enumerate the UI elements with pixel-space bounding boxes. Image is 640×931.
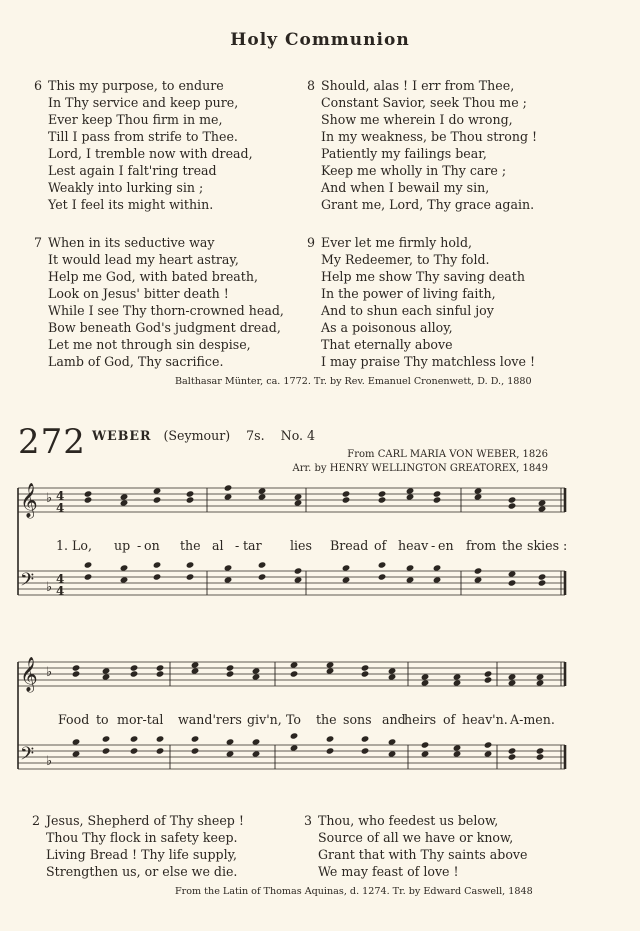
bass-clef-icon: 𝄢 bbox=[20, 744, 35, 769]
lyric-syllable: Bread bbox=[330, 538, 369, 553]
bass-note bbox=[388, 750, 397, 757]
treble-note bbox=[342, 490, 351, 497]
treble-note bbox=[326, 661, 335, 668]
bass-note bbox=[224, 576, 233, 583]
treble-note bbox=[536, 679, 545, 686]
treble-note bbox=[453, 679, 462, 686]
lyric-syllable: lies bbox=[290, 538, 312, 553]
bass-note bbox=[508, 579, 517, 586]
verse-line: Patiently my failings bear, bbox=[321, 146, 487, 161]
bass-note bbox=[342, 564, 351, 571]
verse-line: In the power of living faith, bbox=[321, 286, 496, 301]
verse-line: Ever let me firmly hold, bbox=[321, 235, 473, 250]
verse-number: 8 bbox=[307, 78, 316, 93]
time-signature: 4 bbox=[56, 501, 65, 515]
verse-number: 6 bbox=[34, 78, 43, 93]
lyric-syllable: the bbox=[180, 538, 201, 553]
verse-number: 9 bbox=[307, 235, 316, 250]
treble-note bbox=[433, 496, 442, 503]
treble-note bbox=[421, 679, 430, 686]
lyric-syllable: of bbox=[374, 538, 387, 553]
bass-note bbox=[294, 567, 303, 574]
treble-note bbox=[453, 673, 462, 680]
treble-note bbox=[421, 673, 430, 680]
verse-line: This my purpose, to endure bbox=[48, 78, 224, 93]
bass-note bbox=[258, 573, 267, 580]
tune-number: No. 4 bbox=[280, 428, 316, 443]
treble-note bbox=[84, 496, 93, 503]
verse-line: Keep me wholly in Thy care ; bbox=[321, 163, 507, 178]
treble-note bbox=[224, 493, 233, 500]
bass-note bbox=[536, 753, 545, 760]
time-signature: 4 bbox=[56, 489, 65, 503]
verse-line: Till I pass from strife to Thee. bbox=[48, 129, 238, 144]
bass-note bbox=[361, 747, 370, 754]
treble-note bbox=[326, 667, 335, 674]
verse-line: Strengthen us, or else we die. bbox=[46, 864, 238, 879]
bass-note bbox=[406, 564, 415, 571]
verse-line: My Redeemer, to Thy fold. bbox=[321, 252, 490, 267]
bass-note bbox=[361, 735, 370, 742]
treble-note bbox=[186, 490, 195, 497]
treble-note bbox=[294, 493, 303, 500]
verse-line: Let me not through sin despise, bbox=[48, 337, 251, 352]
treble-note bbox=[72, 670, 81, 677]
bass-note bbox=[378, 561, 387, 568]
bass-note bbox=[474, 567, 483, 574]
bass-note bbox=[290, 744, 299, 751]
bass-note bbox=[388, 738, 397, 745]
text-credit: Balthasar Münter, ca. 1772. Tr. by Rev. Emanuel Cronenwett, D. D., 1880 bbox=[175, 376, 532, 387]
bass-note bbox=[224, 564, 233, 571]
verse-2 bbox=[32, 812, 244, 880]
bass-note bbox=[156, 747, 165, 754]
bass-note bbox=[156, 735, 165, 742]
bass-note bbox=[84, 573, 93, 580]
treble-note bbox=[474, 487, 483, 494]
verse-line: Should, alas ! I err from Thee, bbox=[321, 78, 515, 93]
treble-note bbox=[388, 667, 397, 674]
verse-line: Jesus, Shepherd of Thy sheep ! bbox=[46, 813, 244, 828]
bass-note bbox=[120, 564, 129, 571]
composer-credit: From CARL MARIA VON WEBER, 1826 bbox=[347, 449, 548, 460]
treble-note bbox=[84, 490, 93, 497]
verse-line: Source of all we have or know, bbox=[318, 830, 514, 845]
treble-note bbox=[191, 667, 200, 674]
treble-note bbox=[252, 673, 261, 680]
lyric-syllable: wand'rers bbox=[178, 712, 242, 727]
lyric-syllable: heav'n. bbox=[462, 712, 508, 727]
verse-line: Lord, I tremble now with dread, bbox=[48, 146, 253, 161]
meter: 7s. bbox=[246, 428, 265, 443]
treble-note bbox=[130, 664, 139, 671]
bass-note bbox=[153, 561, 162, 568]
treble-note bbox=[153, 487, 162, 494]
bass-note bbox=[130, 747, 139, 754]
bass-note bbox=[433, 564, 442, 571]
bass-note bbox=[84, 561, 93, 568]
bass-note bbox=[130, 735, 139, 742]
verse-line: In my weakness, be Thou strong ! bbox=[321, 129, 538, 144]
verse-line: Constant Savior, seek Thou me ; bbox=[321, 95, 527, 110]
bass-note bbox=[484, 741, 493, 748]
time-signature: 4 bbox=[56, 572, 65, 586]
lyric-syllable: Food bbox=[58, 712, 90, 727]
lyric-syllable: sons bbox=[343, 712, 372, 727]
bass-note bbox=[294, 576, 303, 583]
treble-note bbox=[294, 499, 303, 506]
verse-line: As a poisonous alloy, bbox=[321, 320, 453, 335]
verse-line: I may praise Thy matchless love ! bbox=[321, 354, 536, 369]
bass-note bbox=[191, 735, 200, 742]
lyric-syllable: and bbox=[382, 712, 406, 727]
verse-line: Help me show Thy saving death bbox=[321, 269, 525, 284]
treble-note bbox=[433, 490, 442, 497]
bass-note bbox=[538, 573, 547, 580]
verse-line: Lest again I falt'ring tread bbox=[48, 163, 217, 178]
treble-note bbox=[102, 667, 111, 674]
treble-note bbox=[538, 499, 547, 506]
flat-sign: ♭ bbox=[46, 665, 53, 680]
bass-note bbox=[342, 576, 351, 583]
verse-line: Weakly into lurking sin ; bbox=[48, 180, 204, 195]
lyric-syllable: up bbox=[114, 538, 131, 553]
verse-line: And to shun each sinful joy bbox=[321, 303, 494, 318]
treble-clef-icon: 𝄞 bbox=[20, 657, 38, 692]
lyric-syllable: heirs bbox=[404, 712, 437, 727]
lyric-syllable: heav bbox=[398, 538, 429, 553]
lyric-syllable: skies : bbox=[527, 538, 568, 553]
flat-sign: ♭ bbox=[46, 580, 53, 595]
bass-note bbox=[252, 738, 261, 745]
bass-note bbox=[421, 750, 430, 757]
treble-note bbox=[130, 670, 139, 677]
verse-line: Show me wherein I do wrong, bbox=[321, 112, 513, 127]
lyric-syllable: tar bbox=[243, 538, 262, 553]
bass-note bbox=[258, 561, 267, 568]
verse-line: Bow beneath God's judgment dread, bbox=[48, 320, 281, 335]
treble-note bbox=[474, 493, 483, 500]
lyric-syllable: 1. Lo, bbox=[56, 538, 92, 553]
verse-number: 2 bbox=[32, 813, 41, 828]
lyric-syllable: - bbox=[431, 538, 436, 553]
verse-line: Look on Jesus' bitter death ! bbox=[48, 286, 229, 301]
lyric-syllable: to bbox=[96, 712, 109, 727]
bass-note bbox=[406, 576, 415, 583]
verse-line: While I see Thy thorn-crowned head, bbox=[48, 303, 284, 318]
verse-3 bbox=[304, 812, 527, 880]
treble-note bbox=[290, 670, 299, 677]
arranger-credit: Arr. by HENRY WELLINGTON GREATOREX, 1849 bbox=[292, 463, 548, 474]
bass-note bbox=[226, 738, 235, 745]
treble-note bbox=[226, 664, 235, 671]
bass-note bbox=[453, 750, 462, 757]
verse-line: Grant me, Lord, Thy grace again. bbox=[321, 197, 535, 212]
lyric-syllable: giv'n, bbox=[247, 712, 282, 727]
treble-note bbox=[378, 490, 387, 497]
bass-note bbox=[508, 753, 517, 760]
verse-line: Grant that with Thy saints above bbox=[318, 847, 528, 862]
bass-note bbox=[102, 735, 111, 742]
lyric-syllable: mor-tal bbox=[117, 712, 164, 727]
verse-line: Ever keep Thou firm in me, bbox=[48, 112, 223, 127]
treble-note bbox=[226, 670, 235, 677]
treble-note bbox=[224, 484, 233, 491]
treble-note bbox=[72, 664, 81, 671]
treble-note bbox=[153, 496, 162, 503]
verse-number: 3 bbox=[304, 813, 313, 828]
bass-note bbox=[153, 573, 162, 580]
bass-note bbox=[120, 576, 129, 583]
bass-note bbox=[326, 747, 335, 754]
treble-note bbox=[102, 673, 111, 680]
treble-note bbox=[120, 493, 129, 500]
bass-note bbox=[538, 579, 547, 586]
verse-line: That eternally above bbox=[321, 337, 453, 352]
tune-name: WEBER bbox=[92, 428, 152, 443]
treble-note bbox=[252, 667, 261, 674]
bass-note bbox=[226, 750, 235, 757]
bass-note bbox=[433, 576, 442, 583]
bass-note bbox=[72, 738, 81, 745]
bass-note bbox=[484, 750, 493, 757]
verse-line: Yet I feel its might within. bbox=[48, 197, 214, 212]
bass-note bbox=[72, 750, 81, 757]
bass-note bbox=[378, 573, 387, 580]
lyric-syllable: - bbox=[137, 538, 142, 553]
page-header: Holy Communion bbox=[230, 30, 410, 50]
treble-clef-icon: 𝄞 bbox=[20, 483, 38, 518]
lyric-syllable: To bbox=[286, 712, 302, 727]
hymn-number: 272 bbox=[18, 422, 86, 462]
treble-note bbox=[484, 676, 493, 683]
treble-note bbox=[258, 493, 267, 500]
lyric-syllable: on bbox=[144, 538, 160, 553]
treble-note bbox=[258, 487, 267, 494]
treble-note bbox=[508, 673, 517, 680]
treble-note bbox=[508, 679, 517, 686]
treble-note bbox=[120, 499, 129, 506]
verse-line: Thou, who feedest us below, bbox=[318, 813, 499, 828]
treble-note bbox=[406, 487, 415, 494]
bass-note bbox=[186, 561, 195, 568]
verse-line: In Thy service and keep pure, bbox=[48, 95, 239, 110]
flat-sign: ♭ bbox=[46, 754, 53, 769]
treble-note bbox=[508, 496, 517, 503]
treble-note bbox=[536, 673, 545, 680]
lyric-syllable: en bbox=[438, 538, 454, 553]
bass-note bbox=[186, 573, 195, 580]
treble-note bbox=[406, 493, 415, 500]
treble-note bbox=[484, 670, 493, 677]
bass-note bbox=[536, 747, 545, 754]
verse-line: Living Bread ! Thy life supply, bbox=[46, 847, 238, 862]
verse-number: 7 bbox=[34, 235, 43, 250]
lyric-syllable: A-men. bbox=[510, 712, 555, 727]
treble-note bbox=[191, 661, 200, 668]
lyric-syllable: from bbox=[466, 538, 497, 553]
bass-note bbox=[326, 735, 335, 742]
treble-note bbox=[388, 673, 397, 680]
lyric-syllable: - bbox=[235, 538, 240, 553]
lyric-syllable: al bbox=[212, 538, 224, 553]
bass-note bbox=[252, 750, 261, 757]
bass-clef-icon: 𝄢 bbox=[20, 570, 35, 595]
treble-note bbox=[378, 496, 387, 503]
bass-note bbox=[102, 747, 111, 754]
treble-note bbox=[156, 670, 165, 677]
bass-note bbox=[290, 732, 299, 739]
treble-note bbox=[508, 502, 517, 509]
flat-sign: ♭ bbox=[46, 491, 53, 506]
bass-note bbox=[453, 744, 462, 751]
lyric-syllable: the bbox=[502, 538, 523, 553]
lyric-syllable: the bbox=[316, 712, 337, 727]
verse-line: Help me God, with bated breath, bbox=[48, 269, 258, 284]
verse-line: It would lead my heart astray, bbox=[48, 252, 239, 267]
bass-note bbox=[191, 747, 200, 754]
treble-note bbox=[186, 496, 195, 503]
translation-credit: From the Latin of Thomas Aquinas, d. 1274. Tr. by Edward Caswell, 1848 bbox=[175, 886, 533, 897]
treble-note bbox=[290, 661, 299, 668]
verse-line: Thou Thy flock in safety keep. bbox=[46, 830, 238, 845]
time-signature: 4 bbox=[56, 584, 65, 598]
verse-line: We may feast of love ! bbox=[318, 864, 459, 879]
treble-note bbox=[538, 505, 547, 512]
bass-note bbox=[508, 570, 517, 577]
bass-note bbox=[421, 741, 430, 748]
treble-note bbox=[361, 670, 370, 677]
verse-line: When in its seductive way bbox=[48, 235, 215, 250]
bass-note bbox=[474, 576, 483, 583]
lyric-syllable: of bbox=[443, 712, 456, 727]
verse-line: Lamb of God, Thy sacrifice. bbox=[48, 354, 224, 369]
bass-note bbox=[508, 747, 517, 754]
treble-note bbox=[156, 664, 165, 671]
treble-note bbox=[342, 496, 351, 503]
verse-line: And when I bewail my sin, bbox=[321, 180, 490, 195]
tune-alt-name: (Seymour) bbox=[163, 428, 231, 443]
treble-note bbox=[361, 664, 370, 671]
